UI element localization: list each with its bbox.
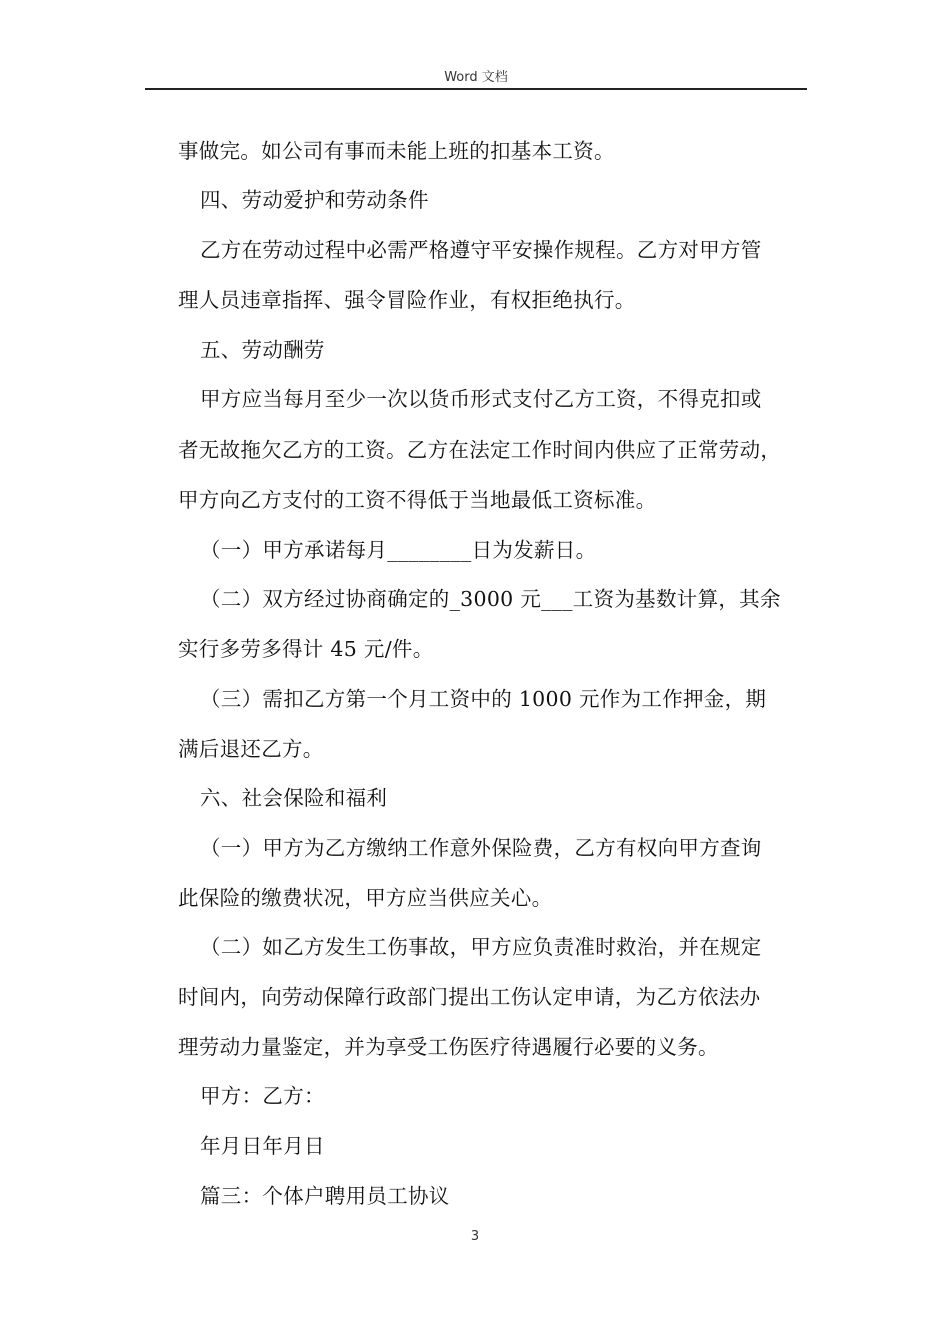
- paragraph-line: 理劳动力量鉴定，并为享受工伤医疗待遇履行必要的义务。: [178, 1035, 719, 1059]
- header-rule: [145, 88, 807, 90]
- page-number: 3: [470, 1229, 480, 1244]
- paragraph-line: 者无故拖欠乙方的工资。乙方在法定工作时间内供应了正常劳动，: [178, 438, 782, 462]
- section-heading: 五、劳动酬劳: [200, 338, 325, 362]
- signature-parties: 甲方：乙方：: [200, 1084, 325, 1108]
- paragraph-line: 乙方在劳动过程中必需严格遵守平安操作规程。乙方对甲方管: [200, 238, 762, 262]
- paragraph-line: 甲方应当每月至少一次以货币形式支付乙方工资，不得克扣或: [200, 387, 762, 411]
- paragraph-line: （一）甲方为乙方缴纳工作意外保险费，乙方有权向甲方查询: [200, 836, 762, 860]
- paragraph-line: （二）双方经过协商确定的_3000 元___工资为基数计算，其余: [200, 587, 781, 611]
- paragraph-line: 满后退还乙方。: [178, 737, 324, 761]
- page-header: Word 文档: [444, 70, 508, 85]
- paragraph-line: 此保险的缴费状况，甲方应当供应关心。: [178, 886, 553, 910]
- paragraph-line: 事做完。如公司有事而未能上班的扣基本工资。: [178, 139, 615, 163]
- paragraph-line: （二）如乙方发生工伤事故，甲方应负责准时救治，并在规定: [200, 935, 762, 959]
- section-heading: 六、社会保险和福利: [200, 786, 388, 810]
- paragraph-line: 理人员违章指挥、强令冒险作业，有权拒绝执行。: [178, 288, 636, 312]
- section-heading: 篇三：个体户聘用员工协议: [200, 1184, 450, 1208]
- paragraph-line: （三）需扣乙方第一个月工资中的 1000 元作为工作押金，期: [200, 687, 767, 711]
- paragraph-line: （一）甲方承诺每月________日为发薪日。: [200, 538, 597, 562]
- paragraph-line: 实行多劳多得计 45 元/件。: [178, 637, 434, 661]
- paragraph-line: 甲方向乙方支付的工资不得低于当地最低工资标准。: [178, 488, 657, 512]
- signature-dates: 年月日年月日: [200, 1134, 325, 1158]
- section-heading: 四、劳动爱护和劳动条件: [200, 188, 429, 212]
- paragraph-line: 时间内，向劳动保障行政部门提出工伤认定申请，为乙方依法办: [178, 985, 761, 1009]
